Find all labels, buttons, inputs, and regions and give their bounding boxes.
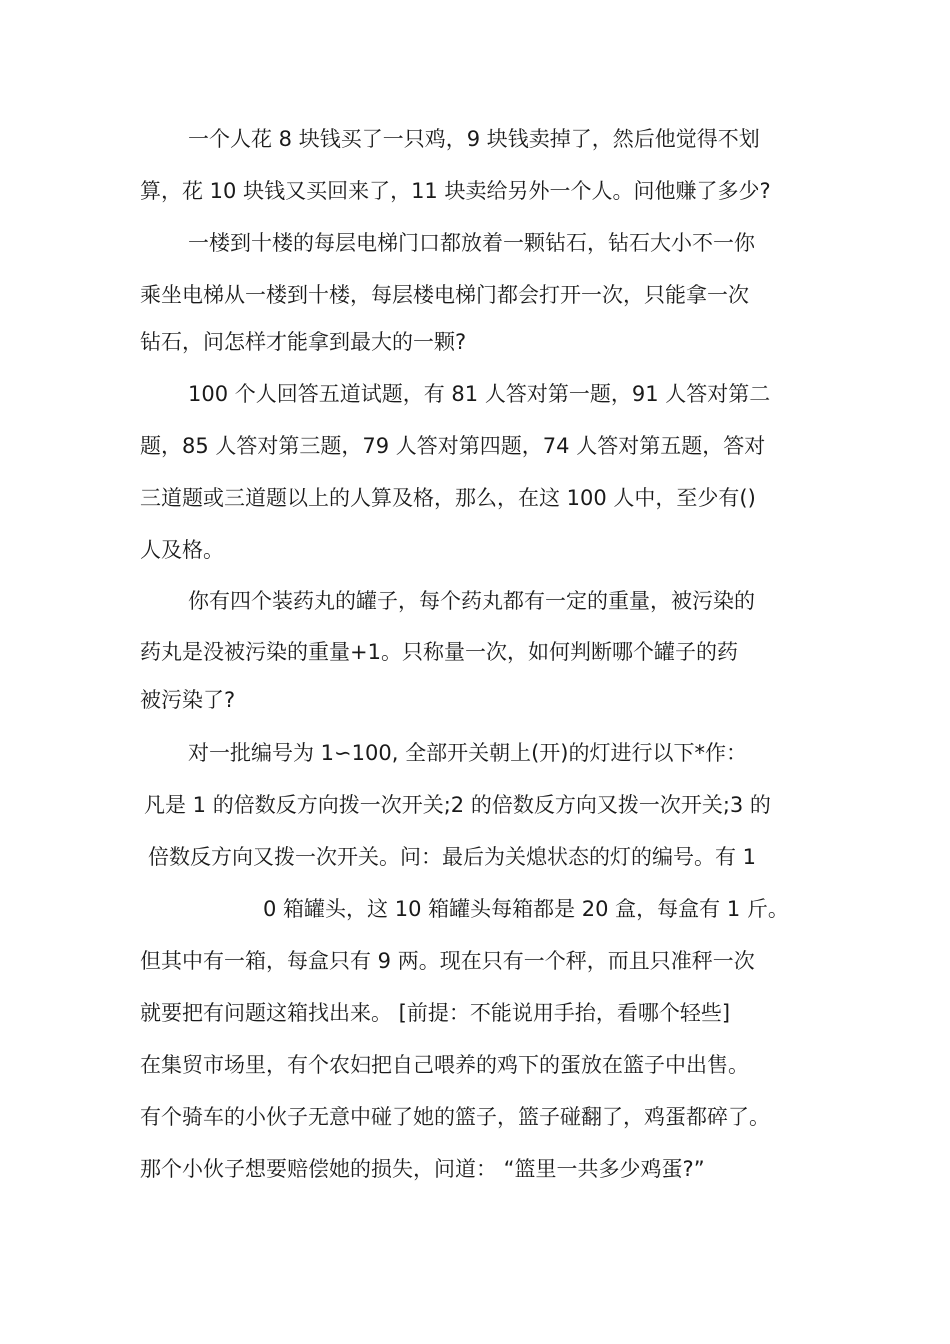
- text-line-21: 那个小伙子想要赔偿她的损失，问道： “篮里一共多少鸡蛋?”: [140, 1157, 705, 1181]
- text-line-4: 乘坐电梯从一楼到十楼，每层楼电梯门都会打开一次，只能拿一次: [140, 283, 749, 307]
- text-line-18: 就要把有问题这箱找出来。 [前提：不能说用手抬，看哪个轻些]: [140, 1001, 731, 1025]
- text-line-17: 但其中有一箱，每盒只有 9 两。现在只有一个秤，而且只准秤一次: [140, 949, 755, 973]
- text-line-7: 题，85 人答对第三题，79 人答对第四题，74 人答对第五题，答对: [140, 434, 766, 458]
- text-line-6: 100 个人回答五道试题，有 81 人答对第一题，91 人答对第二: [188, 382, 771, 406]
- text-line-19: 在集贸市场里，有个农妇把自己喂养的鸡下的蛋放在篮子中出售。: [140, 1053, 749, 1077]
- text-line-12: 被污染了?: [140, 688, 236, 712]
- text-line-14: 凡是 1 的倍数反方向拨一次开关;2 的倍数反方向又拨一次开关;3 的: [144, 793, 771, 817]
- text-line-2: 算，花 10 块钱又买回来了，11 块卖给另外一个人。问他赚了多少?: [140, 179, 771, 203]
- text-line-11: 药丸是没被污染的重量+1。只称量一次，如何判断哪个罐子的药: [140, 640, 738, 664]
- text-line-15: 倍数反方向又拨一次开关。问：最后为关熄状态的灯的编号。有 1: [148, 845, 757, 869]
- text-line-13: 对一批编号为 1∽100, 全部开关朝上(开)的灯进行以下*作：: [188, 741, 747, 765]
- text-line-9: 人及格。: [140, 538, 224, 562]
- text-line-10: 你有四个装药丸的罐子，每个药丸都有一定的重量，被污染的: [188, 589, 755, 613]
- text-line-3: 一楼到十楼的每层电梯门口都放着一颗钻石，钻石大小不一你: [188, 231, 755, 255]
- text-line-1: 一个人花 8 块钱买了一只鸡，9 块钱卖掉了，然后他觉得不划: [188, 127, 760, 151]
- text-line-5: 钻石，问怎样才能拿到最大的一颗?: [140, 330, 467, 354]
- text-line-16: 0 箱罐头，这 10 箱罐头每箱都是 20 盒，每盒有 1 斤。: [263, 897, 789, 921]
- text-line-8: 三道题或三道题以上的人算及格，那么，在这 100 人中，至少有(): [140, 486, 756, 510]
- text-line-20: 有个骑车的小伙子无意中碰了她的篮子，篮子碰翻了，鸡蛋都碎了。: [140, 1105, 770, 1129]
